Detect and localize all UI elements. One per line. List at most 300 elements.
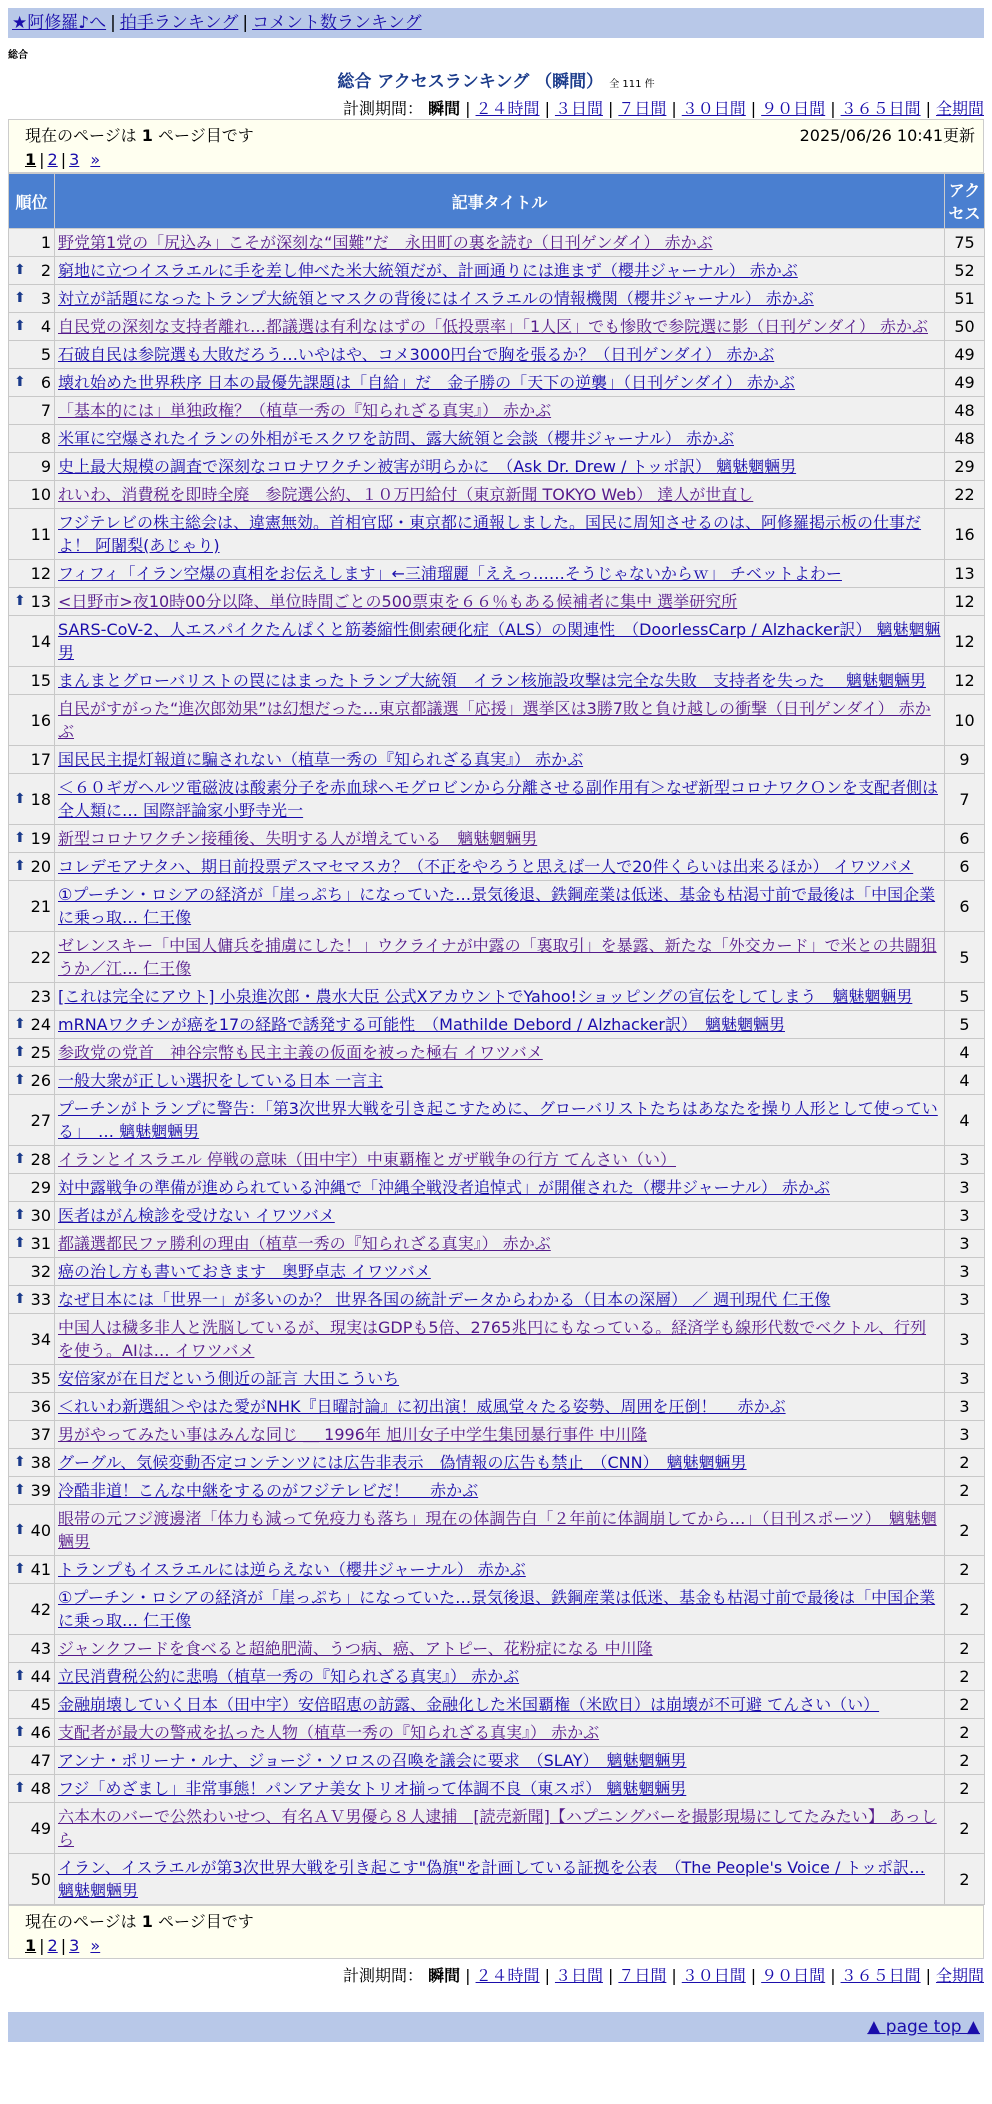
access-count: 2	[945, 1691, 985, 1719]
period-30d[interactable]: ３０日間	[681, 1966, 746, 1985]
period-3d[interactable]: ３日間	[554, 1966, 603, 1985]
period-label: 計測期間：	[343, 1966, 424, 1985]
period-90d[interactable]: ９０日間	[761, 1966, 826, 1985]
article-link[interactable]: 自民がすがった“進次郎効果”は幻想だった…東京都議選「応援」選挙区は3勝7敗と負け越しの衝撃（日刊ゲンダイ） 赤かぶ	[58, 699, 931, 741]
pager-page-2[interactable]: 2	[47, 150, 58, 169]
title-cell	[55, 229, 945, 257]
rank-cell	[9, 1174, 55, 1202]
article-link[interactable]: プーチンがトランプに警告：「第3次世界大戦を引き起こすために、グローバリストたちはあなたを操り人形として使っている」 … 魑魅魍魎男	[58, 1099, 938, 1141]
table-row	[9, 983, 985, 1011]
rank-number: 20	[30, 857, 51, 876]
rank-number: 46	[30, 1723, 51, 1742]
comment-ranking-link[interactable]: コメント数ランキング	[252, 13, 422, 33]
rank-number: 21	[30, 896, 51, 916]
table-row	[9, 1146, 985, 1174]
rank-up-icon: ⬆	[14, 1291, 26, 1307]
access-count: 75	[945, 229, 985, 257]
access-count: 12	[945, 667, 985, 695]
article-link[interactable]: 石破自民は参院選も大敗だろう…いやはや、コメ3000円台で胸を張るか？（日刊ゲンダイ） 赤かぶ	[58, 345, 775, 364]
access-count: 3	[945, 1202, 985, 1230]
table-row	[9, 1286, 985, 1314]
rank-cell	[9, 285, 55, 313]
rank-cell	[9, 453, 55, 481]
ranking-table	[8, 173, 985, 1905]
article-link[interactable]: 国民民主提灯報道に騙されない（植草一秀の『知られざる真実』） 赤かぶ	[58, 750, 584, 769]
title-cell	[55, 1719, 945, 1747]
period-365d[interactable]: ３６５日間	[840, 99, 921, 118]
rank-cell	[9, 1747, 55, 1775]
access-count: 6	[945, 881, 985, 932]
clap-ranking-link[interactable]: 拍手ランキング	[119, 13, 239, 33]
table-row	[9, 881, 985, 932]
rank-number: 25	[30, 1043, 51, 1062]
article-link[interactable]: 窮地に立つイスラエルに手を差し伸べた米大統領だが、計画通りには進まず（櫻井ジャーナル） 赤かぶ	[58, 261, 798, 280]
period-365d[interactable]: ３６５日間	[840, 1966, 921, 1985]
table-row	[9, 1477, 985, 1505]
article-link[interactable]: 都議選都民ファ勝利の理由（植草一秀の『知られざる真実』） 赤かぶ	[58, 1234, 551, 1253]
rank-cell	[9, 1314, 55, 1365]
rank-cell	[9, 1477, 55, 1505]
rank-number: 18	[30, 789, 51, 809]
access-count: 2	[945, 1803, 985, 1854]
table-row	[9, 1039, 985, 1067]
period-current: 瞬間	[428, 1966, 461, 1985]
rank-cell	[9, 853, 55, 881]
access-count: 52	[945, 257, 985, 285]
title-cell	[55, 560, 945, 588]
rank-number: 11	[30, 524, 51, 544]
article-link[interactable]: 冷酷非道！こんな中継をするのがフジテレビだ！ 赤かぶ	[58, 1481, 479, 1500]
title-cell	[55, 1803, 945, 1854]
footer-bar	[8, 2012, 984, 2042]
rank-up-icon: ⬆	[14, 1207, 26, 1223]
table-row	[9, 853, 985, 881]
rank-cell	[9, 1584, 55, 1635]
rank-cell	[9, 560, 55, 588]
rank-up-icon: ⬆	[14, 1454, 26, 1470]
rank-number: 50	[30, 1869, 51, 1889]
rank-up-icon: ⬆	[14, 1561, 26, 1577]
rank-up-icon: ⬆	[14, 1016, 26, 1032]
title-cell	[55, 481, 945, 509]
title-cell	[55, 1663, 945, 1691]
rank-cell	[9, 1393, 55, 1421]
access-count: 50	[945, 313, 985, 341]
ranking-body	[9, 229, 985, 1905]
current-page-text: 現在のページは 1 ページ目です	[25, 126, 254, 145]
article-link[interactable]: ゼレンスキー「中国人傭兵を捕虜にした！」ウクライナが中露の「裏取引」を暴露、新たな「外交カード」で米との共闘狙うか／江… 仁王像	[58, 936, 937, 978]
pagination-bottom: 1 | 2 | 3 »	[25, 1936, 101, 1955]
article-link[interactable]: まんまとグローバリストの罠にはまったトランプ大統領 イラン核施設攻撃は完全な失敗 支持者を失った 魑魅魍魎男	[58, 671, 926, 690]
article-link[interactable]: 眼帯の元フジ渡邊渚「体力も減って免疫力も落ち」現在の体調告白「２年前に体調崩してから…」（日刊スポーツ） 魑魅魍魎男	[58, 1509, 937, 1551]
top-nav	[8, 8, 984, 38]
rank-number: 48	[30, 1779, 51, 1798]
rank-cell	[9, 257, 55, 285]
article-link[interactable]: 中国人は穢多非人と洗脳しているが、現実はGDPも5倍、2765兆円にもなっている。経済学も線形代数でベクトル、行列を使う。AIは… イワツバメ	[58, 1318, 926, 1360]
pager-next[interactable]: »	[90, 1936, 101, 1955]
rank-number: 32	[30, 1262, 51, 1281]
access-count: 13	[945, 560, 985, 588]
title-cell	[55, 453, 945, 481]
table-row	[9, 1202, 985, 1230]
title-cell	[55, 285, 945, 313]
rank-cell	[9, 509, 55, 560]
access-count: 3	[945, 1421, 985, 1449]
rank-cell	[9, 481, 55, 509]
pager-page-3[interactable]: 3	[69, 1936, 80, 1955]
title-cell	[55, 588, 945, 616]
updated-time: 2025/06/26 10:41更新	[799, 126, 975, 145]
access-count: 9	[945, 746, 985, 774]
rank-up-icon: ⬆	[14, 1482, 26, 1498]
rank-number: 29	[30, 1178, 51, 1197]
title-cell	[55, 425, 945, 453]
rank-number: 26	[30, 1071, 51, 1090]
article-link[interactable]: コレデモアナタハ、期日前投票デスマセマスカ？（不正をやろうと思えば一人で20件くらいは出来るほか） イワツバメ	[58, 857, 914, 876]
article-link[interactable]: アンナ・ポリーナ・ルナ、ジョージ・ソロスの召喚を議会に要求 （SLAY） 魑魅魍魎男	[58, 1751, 687, 1770]
period-selector-bottom: 計測期間： 瞬間 | ２４時間 | ３日間 | ７日間 | ３０日間 | ９０日間 | ３６５日間 | 全期間	[343, 1966, 984, 1985]
rank-cell	[9, 983, 55, 1011]
article-link[interactable]: 癌の治し方も書いておきます 奥野卓志 イワツバメ	[58, 1262, 431, 1281]
article-link[interactable]: 参政党の党首 神谷宗幣も民主主義の仮面を被った極右 イワツバメ	[58, 1043, 543, 1062]
table-row	[9, 1635, 985, 1663]
article-link[interactable]: mRNAワクチンが癌を17の経路で誘発する可能性 （Mathilde Debord / Alzhacker訳） 魑魅魍魎男	[58, 1015, 785, 1034]
title-cell	[55, 1202, 945, 1230]
rank-number: 12	[30, 564, 51, 583]
access-count: 48	[945, 425, 985, 453]
rank-number: 47	[30, 1751, 51, 1770]
table-row	[9, 1556, 985, 1584]
page-info-bottom	[8, 1905, 984, 1959]
access-count: 2	[945, 1775, 985, 1803]
rank-cell	[9, 616, 55, 667]
access-count: 4	[945, 1067, 985, 1095]
access-count: 3	[945, 1174, 985, 1202]
col-title-header: 記事タイトル	[55, 174, 945, 229]
title-cell	[55, 1174, 945, 1202]
table-row	[9, 1719, 985, 1747]
rank-up-icon: ⬆	[14, 1668, 26, 1684]
title-cell	[55, 695, 945, 746]
title-cell	[55, 1258, 945, 1286]
access-count: 2	[945, 1747, 985, 1775]
rank-up-icon: ⬆	[14, 1151, 26, 1167]
rank-cell	[9, 1202, 55, 1230]
rank-cell	[9, 1258, 55, 1286]
access-count: 16	[945, 509, 985, 560]
rank-number: 10	[30, 485, 51, 504]
access-count: 49	[945, 369, 985, 397]
rank-cell	[9, 369, 55, 397]
access-count: 49	[945, 341, 985, 369]
access-count: 3	[945, 1314, 985, 1365]
title-cell	[55, 881, 945, 932]
table-row	[9, 1067, 985, 1095]
access-count: 5	[945, 932, 985, 983]
period-3d[interactable]: ３日間	[554, 99, 603, 118]
page	[8, 8, 984, 2042]
rank-cell	[9, 1039, 55, 1067]
article-link[interactable]: ジャンクフードを食べると超絶肥満、うつ病、癌、アトピー、花粉症になる 中川隆	[58, 1639, 653, 1658]
table-row	[9, 313, 985, 341]
title-cell	[55, 1365, 945, 1393]
rank-cell	[9, 1719, 55, 1747]
title-cell	[55, 616, 945, 667]
rank-number: 39	[30, 1481, 51, 1500]
article-link[interactable]: <日野市>夜10時00分以降、単位時間ごとの500票束を６６％もある候補者に集中 選挙研究所	[58, 592, 738, 611]
col-count-header: アクセス	[945, 174, 985, 229]
rank-number: 36	[30, 1397, 51, 1416]
period-selector-top: 計測期間： 瞬間 | ２４時間 | ３日間 | ７日間 | ３０日間 | ９０日間 | ３６５日間 | 全期間	[343, 99, 984, 118]
article-link[interactable]: イランとイスラエル 停戦の意味（田中宇）中東覇権とガザ戦争の行方 てんさい（い）	[58, 1150, 677, 1169]
rank-up-icon: ⬆	[14, 1724, 26, 1740]
title-cell	[55, 1067, 945, 1095]
period-all[interactable]: 全期間	[935, 1966, 984, 1985]
article-link[interactable]: グーグル、気候変動否定コンテンツには広告非表示 偽情報の広告も禁止 （CNN） 魑魅魍魎男	[58, 1453, 747, 1472]
rank-cell	[9, 1095, 55, 1146]
article-link[interactable]: 医者はがん検診を受けない イワツバメ	[58, 1206, 335, 1225]
access-count: 48	[945, 397, 985, 425]
article-link[interactable]: れいわ、消費税を即時全廃 参院選公約、１０万円給付（東京新聞 TOKYO Web） 達人が世直し	[58, 485, 754, 504]
article-link[interactable]: フィフィ「イラン空爆の真相をお伝えします」←三浦瑠麗「ええっ……そうじゃないからｗ」 チベットよわー	[58, 564, 842, 583]
rank-number: 41	[30, 1560, 51, 1579]
rank-number: 17	[30, 750, 51, 769]
rank-number: 3	[40, 289, 51, 308]
access-count: 6	[945, 853, 985, 881]
period-30d[interactable]: ３０日間	[681, 99, 746, 118]
rank-cell	[9, 881, 55, 932]
table-row	[9, 1421, 985, 1449]
article-link[interactable]: 対立が話題になったトランプ大統領とマスクの背後にはイスラエルの情報機関（櫻井ジャーナル） 赤かぶ	[58, 289, 814, 308]
table-row	[9, 509, 985, 560]
rank-cell	[9, 667, 55, 695]
table-row	[9, 425, 985, 453]
rank-number: 15	[30, 671, 51, 690]
article-link[interactable]: 自民党の深刻な支持者離れ…都議選は有利なはずの「低投票率」「1人区」でも惨敗で参院選に影（日刊ゲンダイ） 赤かぶ	[58, 317, 928, 336]
article-link[interactable]: 男がやってみたい事はみんな同じ ＿ 1996年 旭川女子中学生集団暴行事件 中川隆	[58, 1425, 648, 1444]
pager-page-3[interactable]: 3	[69, 150, 80, 169]
article-link[interactable]: 壊れ始めた世界秩序 日本の最優先課題は「自給」だ 金子勝の「天下の逆襲」（日刊ゲンダイ） 赤かぶ	[58, 373, 795, 392]
access-count: 51	[945, 285, 985, 313]
article-link[interactable]: トランプもイスラエルには逆らえない（櫻井ジャーナル） 赤かぶ	[58, 1560, 526, 1579]
rank-number: 19	[30, 829, 51, 848]
pager-page-2[interactable]: 2	[47, 1936, 58, 1955]
title-cell	[55, 257, 945, 285]
rank-cell	[9, 1146, 55, 1174]
access-count: 3	[945, 1146, 985, 1174]
rank-number: 31	[30, 1234, 51, 1253]
table-row	[9, 1365, 985, 1393]
rank-cell	[9, 746, 55, 774]
rank-up-icon: ⬆	[14, 262, 26, 278]
rank-cell	[9, 1230, 55, 1258]
table-row	[9, 397, 985, 425]
pager-current: 1	[25, 150, 37, 169]
rank-cell	[9, 774, 55, 825]
access-count: 2	[945, 1556, 985, 1584]
article-link[interactable]: フジ「めざまし」非常事態！パンアナ美女トリオ揃って体調不良（東スポ） 魑魅魍魎男	[58, 1779, 687, 1798]
article-link[interactable]: 野党第1党の「尻込み」こそが深刻な“国難”だ 永田町の裏を読む（日刊ゲンダイ） 赤かぶ	[58, 233, 713, 252]
table-row	[9, 1775, 985, 1803]
title-cell	[55, 1421, 945, 1449]
table-row	[9, 1449, 985, 1477]
article-link[interactable]: 「基本的には」単独政権？（植草一秀の『知られざる真実』） 赤かぶ	[58, 401, 552, 420]
period-label: 計測期間：	[343, 99, 424, 118]
period-all[interactable]: 全期間	[935, 99, 984, 118]
rank-cell	[9, 1556, 55, 1584]
table-row	[9, 1095, 985, 1146]
title-cell	[55, 932, 945, 983]
article-link[interactable]: 六本木のバーで公然わいせつ、有名ＡＶ男優ら８人逮捕 [読売新聞]【ハプニングバーを撮影現場にしてたみたい】 あっしら	[58, 1807, 937, 1849]
rank-cell	[9, 1663, 55, 1691]
table-row	[9, 560, 985, 588]
rank-cell	[9, 341, 55, 369]
title-cell	[55, 397, 945, 425]
rank-cell	[9, 932, 55, 983]
table-row	[9, 341, 985, 369]
article-link[interactable]: [これは完全にアウト] 小泉進次郎・農水大臣 公式XアカウントでYahoo!ショッピングの宣伝をしてしまう 魑魅魍魎男	[58, 987, 913, 1006]
rank-up-icon: ⬆	[14, 374, 26, 390]
article-link[interactable]: なぜ日本には「世界一」が多いのか？ 世界各国の統計データからわかる（日本の深層） ／ 週刊現代 仁王像	[58, 1290, 831, 1309]
title-cell	[55, 1039, 945, 1067]
article-link[interactable]: SARS-CoV-2、人エスパイクたんぱくと筋萎縮性側索硬化症（ALS）の関連性 （DoorlessCarp / Alzhacker訳） 魑魅魍魎男	[58, 620, 941, 662]
title-cell	[55, 1449, 945, 1477]
rank-up-icon: ⬆	[14, 830, 26, 846]
current-page-text: 現在のページは 1 ページ目です	[25, 1912, 254, 1931]
article-link[interactable]: ＜れいわ新選組＞やはた愛がNHK『日曜討論』に初出演！威風堂々たる姿勢、周囲を圧倒！ 赤かぶ	[58, 1397, 786, 1416]
period-7d[interactable]: ７日間	[618, 1966, 667, 1985]
rank-cell	[9, 425, 55, 453]
access-count: 2	[945, 1635, 985, 1663]
title-cell	[55, 313, 945, 341]
rank-number: 16	[30, 710, 51, 730]
access-count: 29	[945, 453, 985, 481]
rank-cell	[9, 825, 55, 853]
article-link[interactable]: 新型コロナワクチン接種後、失明する人が増えている 魑魅魍魎男	[58, 829, 538, 848]
table-row	[9, 825, 985, 853]
access-count: 2	[945, 1663, 985, 1691]
title-cell	[55, 1691, 945, 1719]
table-row	[9, 932, 985, 983]
rank-cell	[9, 1854, 55, 1905]
rank-cell	[9, 397, 55, 425]
separator: |	[110, 13, 116, 33]
access-count: 22	[945, 481, 985, 509]
page-top-link[interactable]: ▲ page top ▲	[867, 2017, 980, 2037]
table-row	[9, 1747, 985, 1775]
article-link[interactable]: 対中露戦争の準備が進められている沖縄で「沖縄全戦没者追悼式」が開催された（櫻井ジャーナル） 赤かぶ	[58, 1178, 830, 1197]
period-24h[interactable]: ２４時間	[475, 99, 540, 118]
access-count: 12	[945, 616, 985, 667]
access-count: 5	[945, 1011, 985, 1039]
article-link[interactable]: イラン、イスラエルが第3次世界大戦を引き起こす"偽旗"を計画している証拠を公表 （The People's Voice / トッポ訳… 魑魅魍魎男	[58, 1858, 925, 1900]
table-row	[9, 1174, 985, 1202]
article-link[interactable]: ①プーチン・ロシアの経済が「崖っぷち」になっていた…景気後退、鉄鋼産業は低迷、基金も枯渇寸前で最後は「中国企業に乗っ取… 仁王像	[58, 885, 936, 927]
table-row	[9, 1584, 985, 1635]
rank-up-icon: ⬆	[14, 1235, 26, 1251]
article-link[interactable]: 支配者が最大の警戒を払った人物（植草一秀の『知られざる真実』） 赤かぶ	[58, 1723, 600, 1742]
rank-number: 22	[30, 947, 51, 967]
table-row	[9, 695, 985, 746]
article-link[interactable]: 金融崩壊していく日本（田中宇）安倍昭恵の訪露、金融化した米国覇権（米欧日）は崩壊が不可避 てんさい（い）	[58, 1695, 880, 1714]
page-info-top	[8, 119, 984, 173]
table-row	[9, 369, 985, 397]
rank-number: 45	[30, 1695, 51, 1714]
access-count: 3	[945, 1365, 985, 1393]
period-24h[interactable]: ２４時間	[475, 1966, 540, 1985]
title-cell	[55, 1011, 945, 1039]
article-link[interactable]: フジテレビの株主総会は、違憲無効。首相官邸・東京都に通報しました。国民に周知させるのは、阿修羅掲示板の仕事だよ！ 阿闍梨(あじゃり)	[58, 513, 922, 555]
title-cell	[55, 1584, 945, 1635]
article-link[interactable]: 史上最大規模の調査で深刻なコロナワクチン被害が明らかに （Ask Dr. Drew / トッポ訳） 魑魅魍魎男	[58, 457, 797, 476]
article-link[interactable]: ①プーチン・ロシアの経済が「崖っぷち」になっていた…景気後退、鉄鋼産業は低迷、基金も枯渇寸前で最後は「中国企業に乗っ取… 仁王像	[58, 1588, 936, 1630]
period-7d[interactable]: ７日間	[618, 99, 667, 118]
title-cell	[55, 1314, 945, 1365]
table-row	[9, 481, 985, 509]
pager-current: 1	[25, 1936, 37, 1955]
rank-cell	[9, 588, 55, 616]
table-row	[9, 1663, 985, 1691]
access-count: 5	[945, 983, 985, 1011]
rank-cell	[9, 695, 55, 746]
col-rank-header: 順位	[9, 174, 55, 229]
rank-cell	[9, 1635, 55, 1663]
rank-up-icon: ⬆	[14, 858, 26, 874]
access-count: 12	[945, 588, 985, 616]
rank-number: 33	[30, 1290, 51, 1309]
access-count: 2	[945, 1854, 985, 1905]
separator: |	[242, 13, 249, 33]
rank-number: 28	[30, 1150, 51, 1169]
rank-number: 6	[40, 373, 51, 392]
rank-up-icon: ⬆	[14, 1072, 26, 1088]
title-cell	[55, 1635, 945, 1663]
rank-cell	[9, 229, 55, 257]
access-count: 3	[945, 1286, 985, 1314]
article-link[interactable]: 一般大衆が正しい選択をしている日本 一言主	[58, 1071, 384, 1090]
rank-number: 23	[30, 987, 51, 1006]
table-row	[9, 453, 985, 481]
article-link[interactable]: 米軍に空爆されたイランの外相がモスクワを訪問、露大統領と会談（櫻井ジャーナル） 赤かぶ	[58, 429, 734, 448]
table-row	[9, 1393, 985, 1421]
title-cell	[55, 1095, 945, 1146]
period-current: 瞬間	[428, 99, 461, 118]
table-row	[9, 667, 985, 695]
rank-cell	[9, 1803, 55, 1854]
rank-number: 27	[30, 1110, 51, 1130]
access-count: 4	[945, 1095, 985, 1146]
title-cell	[55, 1230, 945, 1258]
table-row	[9, 588, 985, 616]
title-cell	[55, 1747, 945, 1775]
category-label: 総合	[8, 50, 28, 61]
pager-next[interactable]: »	[90, 150, 101, 169]
total-count: 全 111 件	[609, 79, 655, 90]
article-link[interactable]: ＜６０ギガヘルツ電磁波は酸素分子を赤血球ヘモグロビンから分離させる副作用有＞なぜ新型コロナワクＯンを支配者側は全人類に… 国際評論家小野寺光一	[58, 778, 939, 820]
rank-number: 43	[30, 1639, 51, 1658]
home-link[interactable]: ★阿修羅♪へ	[12, 13, 107, 33]
pagination-top: 1 | 2 | 3 »	[25, 150, 101, 169]
article-link[interactable]: 安倍家が在日だという側近の証言 大田こういち	[58, 1369, 400, 1388]
rank-number: 13	[30, 592, 51, 611]
page-title	[8, 67, 984, 92]
article-link[interactable]: 立民消費税公約に悲鳴（植草一秀の『知られざる真実』） 赤かぶ	[58, 1667, 520, 1686]
period-90d[interactable]: ９０日間	[761, 99, 826, 118]
title-cell	[55, 1393, 945, 1421]
access-count: 3	[945, 1393, 985, 1421]
access-count: 2	[945, 1449, 985, 1477]
title-cell	[55, 1556, 945, 1584]
